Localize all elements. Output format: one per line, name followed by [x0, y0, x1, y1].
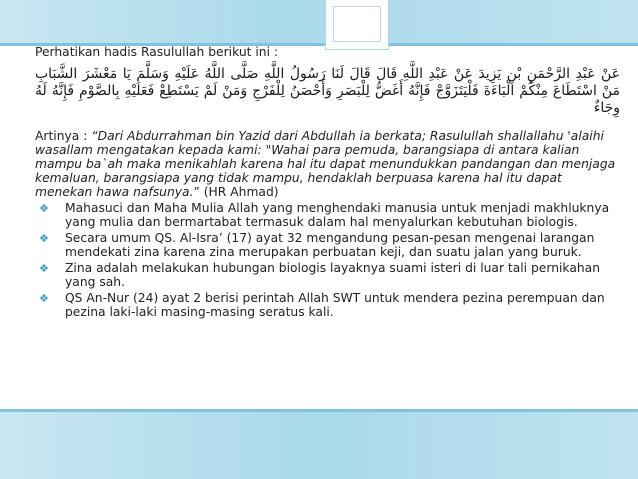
list-item-text: Secara umum QS. Al-Isra’ (17) ayat 32 mengandung pesan-pesan mengenai larangan mendekati zina karena zina merupakan perbuatan keji, dan suatu jalan yang buruk.	[65, 231, 595, 259]
key-points-list	[35, 201, 620, 319]
translation-paragraph	[35, 129, 620, 199]
slide-body	[35, 44, 620, 321]
intro-text: Perhatikan hadis Rasulullah berikut ini :	[35, 45, 279, 59]
list-item-text: Mahasuci dan Maha Mulia Allah yang menghendaki manusia untuk menjadi makhluknya yang mulia dan bermartabat termasuk dalam hal menyalurkan kebutuhan biologis.	[65, 201, 610, 229]
hadith-arabic-text: عَنْ عَبْدِ الرَّحْمَنِ بْنِ يَزِيدَ عَنْ عَبْدِ اللَّهِ قَالَ قَالَ لَنَا رَسُولُ اللَّهِ صَلَّى اللَّهُ عَلَيْهِ وَسَلَّمَ يَا مَعْشَرَ الشَّبَابِ مَنْ اسْتَطَاعَ مِنْكُمْ الْبَاءَةَ فَلْيَتَزَوَّجْ فَإِنَّهُ أَغَضُّ لِلْبَصَرِ وَأَحْصَنُ لِلْفَرْجِ وَمَنْ لَمْ يَسْتَطِعْ فَعَلَيْهِ بِالصَّوْمِ فَإِنَّهُ لَهُ وِجَاءٌ	[35, 66, 620, 116]
header-band	[0, 0, 638, 43]
title-placeholder-box	[326, 0, 388, 49]
translation-prefix: Artinya :	[35, 129, 92, 143]
diamond-bullet-icon: ❖	[39, 262, 49, 275]
list-item	[35, 261, 620, 289]
translation-quote: “Dari Abdurrahman bin Yazid dari Abdullah ia berkata; Rasulullah shallallahu 'alaihi wasallam mengatakan kepada kami: "Wahai para pemuda, barangsiapa di antara kalian mampu ba`ah maka menikahlah karena hal itu dapat menundukkan pandangan dan menjaga kemaluan, barangsiapa yang tidak mampu, hendaklah berpuasa karena hal itu dapat menekan hawa nafsunya.	[35, 129, 616, 199]
diamond-bullet-icon: ❖	[39, 232, 49, 245]
footer-band	[0, 412, 638, 479]
list-item-text: Zina adalah melakukan hubungan biologis layaknya suami isteri di luar tali pernikahan yang sah.	[65, 261, 600, 289]
list-item	[35, 231, 620, 259]
diamond-bullet-icon: ❖	[39, 202, 49, 215]
list-item	[35, 291, 620, 319]
list-item	[35, 201, 620, 229]
diamond-bullet-icon: ❖	[39, 292, 49, 305]
translation-source: ” (HR Ahmad)	[193, 185, 279, 199]
list-item-text: QS An-Nur (24) ayat 2 berisi perintah Allah SWT untuk mendera pezina perempuan dan pezina laki-laki masing-masing seratus kali.	[65, 291, 605, 319]
